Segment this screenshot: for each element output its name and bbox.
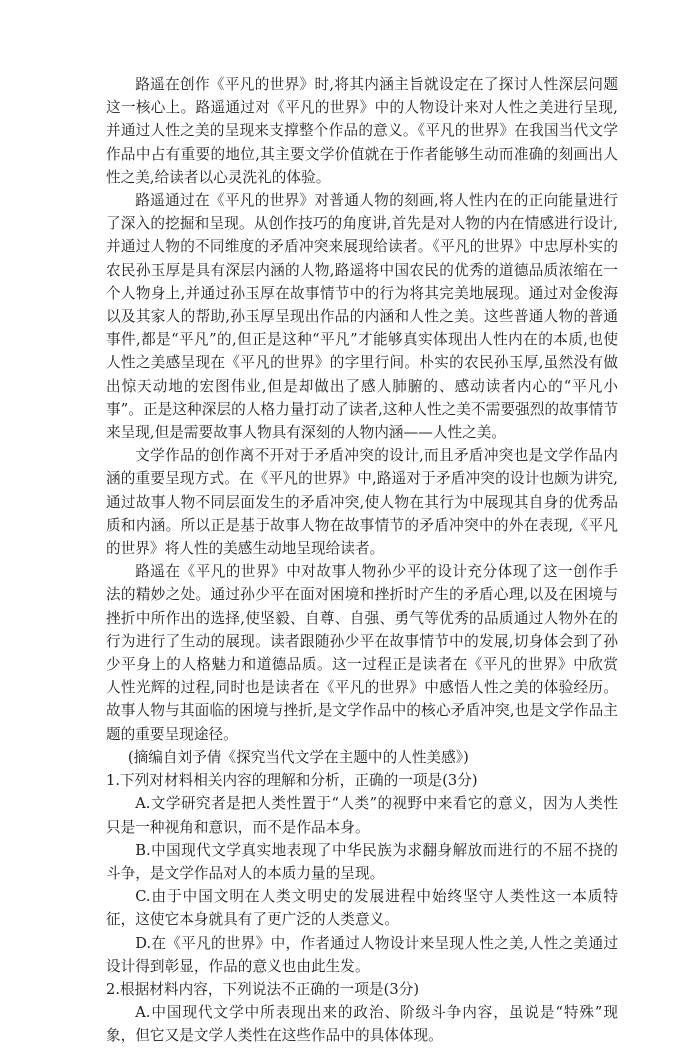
article-paragraph-4: 路遥在《平凡的世界》中对故事人物孙少平的设计充分体现了这一创作手法的精妙之处。通过孙少平在面对困境和挫折时产生的矛盾心理,以及在困境与挫折中所作出的选择,使坚毅、自尊、自强、勇气等优秀的品质通过人物外在的行为进行了生动的展现。读者跟随孙少平在故事情节中的发展,切身体会到了孙少平身上的人格魅力和道德品质。这一过程正是读者在《平凡的世界》中欣赏人性光辉的过程,同时也是读者在《平凡的世界》中感悟人性之美的体验经历。故事人物与其面临的困境与挫折,是文学作品中的核心矛盾冲突,也是文学作品主题的重要呈现途径。 — [106, 563, 618, 743]
question-1-option-b: B.中国现代文学真实地表现了中华民族为求翻身解放而进行的不屈不挠的斗争，是文学作品对人的本质力量的呈现。 — [106, 841, 618, 882]
document-page — [106, 0, 618, 1048]
top-margin — [106, 0, 618, 73]
question-1-option-c: C.由于中国文明在人类文明史的发展进程中始终坚守人类性这一本质特征，这使它本身就具有了更广泛的人类意义。 — [106, 888, 618, 929]
question-1-stem: 1.下列对材料相关内容的理解和分析，正确的一项是(3分) — [106, 772, 478, 790]
question-1-option-a: A.文学研究者是把人类性置于“人类”的视野中来看它的意义，因为人类性只是一种视角和意识，而不是作品本身。 — [106, 795, 618, 836]
question-1-option-d: D.在《平凡的世界》中，作者通过人物设计来呈现人性之美,人性之美通过设计得到彰显，作品的意义也由此生发。 — [106, 934, 618, 975]
article-source: (摘编自刘予倩《探究当代文学在主题中的人性美感》) — [127, 748, 469, 766]
article-paragraph-2: 路遥通过在《平凡的世界》对普通人物的刻画,将人性内在的正向能量进行了深入的挖掘和呈现。从创作技巧的角度讲,首先是对人物的内在情感进行设计,并通过人物的不同维度的矛盾冲突来展现给读者。《平凡的世界》中忠厚朴实的农民孙玉厚是具有深层内涵的人物,路遥将中国农民的优秀的道德品质浓缩在一个人物身上,并通过孙玉厚在故事情节中的行为将其完美地展现。通过对金俊海以及其家人的帮助,孙玉厚呈现出作品的内涵和人性之美。这些普通人物的普通事件,都是“平凡”的,但正是这种“平凡”才能够真实体现出人性内在的本质,也使人性之美感呈现在《平凡的世界》的字里行间。朴实的农民孙玉厚,虽然没有做出惊天动地的宏图伟业,但是却做出了感人肺腑的、感动读者内心的“平凡小事”。正是这种深层的人格力量打动了读者,这种人性之美不需要强烈的故事情节来呈现,但是需要故事人物具有深刻的人物内涵——人性之美。 — [106, 192, 618, 442]
question-2-option-a: A.中国现代文学中所表现出来的政治、阶级斗争内容，虽说是“特殊”现象，但它又是文学人类性在这些作品中的具体体现。 — [106, 1004, 618, 1045]
article-paragraph-1: 路遥在创作《平凡的世界》时,将其内涵主旨就设定在了探讨人性深层问题这一核心上。路遥通过对《平凡的世界》中的人物设计来对人性之美进行呈现,并通过人性之美的呈现来支撑整个作品的意义。《平凡的世界》在我国当代文学作品中占有重要的地位,其主要文学价值就在于作者能够生动而准确的刻画出人性之美,给读者以心灵洗礼的体验。 — [106, 76, 618, 186]
question-2-stem: 2.根据材料内容，下列说法不正确的一项是(3分) — [106, 980, 420, 998]
article-paragraph-3: 文学作品的创作离不开对于矛盾冲突的设计,而且矛盾冲突也是文学作品内涵的重要呈现方式。在《平凡的世界》中,路遥对于矛盾冲突的设计也颇为讲究,通过故事人物不同层面发生的矛盾冲突,使人物在其行为中展现其自身的优秀品质和内涵。所以正是基于故事人物在故事情节的矛盾冲突中的外在表现,《平凡的世界》将人性的美感生动地呈现给读者。 — [106, 447, 618, 558]
